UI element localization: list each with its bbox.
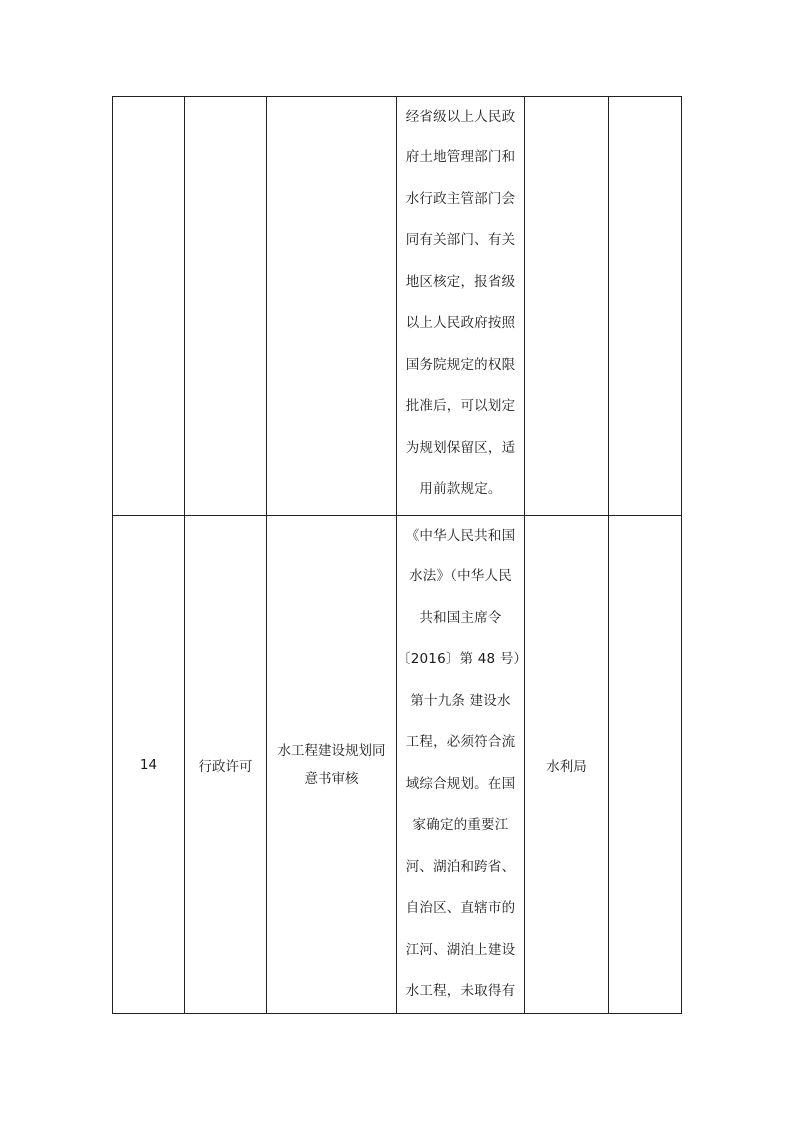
department-name: 水利局 [546, 758, 587, 775]
item-category: 行政许可 [198, 758, 253, 775]
remarks-cell [609, 97, 682, 516]
basis-line: 以上人民政府按照 [405, 315, 516, 331]
basis-line: 同有关部门、有关 [405, 232, 516, 248]
remarks-cell [609, 516, 682, 1014]
item-name-line: 水工程建设规划同 [277, 742, 386, 759]
basis-line: 批准后，可以划定 [405, 398, 516, 414]
basis-line: 工程，必须符合流 [405, 734, 516, 750]
basis-line: 河、湖泊和跨省、 [405, 858, 516, 875]
basis-line: 家确定的重要江 [412, 817, 509, 833]
basis-line: 为规划保留区，适 [405, 439, 516, 456]
basis-line: 共和国主席令 [419, 609, 502, 626]
number-cell [113, 516, 185, 1014]
item-name-cell [267, 97, 397, 516]
basis-line: 府土地管理部门和 [405, 149, 516, 165]
category-cell [185, 516, 267, 1014]
basis-line: 自治区、直辖市的 [405, 900, 516, 916]
table-row [113, 97, 682, 516]
basis-line: 国务院规定的权限 [405, 356, 516, 373]
item-name-line: 意书审核 [304, 770, 359, 787]
item-name-cell [267, 516, 397, 1014]
basis-line: 《中华人民共和国 [405, 528, 516, 544]
basis-line: 域综合规划。在国 [405, 775, 516, 792]
legal-basis-cell [397, 97, 525, 516]
table-row [113, 516, 682, 1014]
category-cell [185, 97, 267, 516]
basis-line: 江河、湖泊上建设 [405, 941, 516, 958]
department-cell [525, 97, 609, 516]
basis-line: 第十九条 建设水 [410, 692, 511, 709]
basis-line: 地区核定，报省级 [405, 273, 516, 290]
basis-line: 用前款规定。 [419, 481, 502, 497]
basis-line: 经省级以上人民政 [405, 109, 516, 125]
number-cell [113, 97, 185, 516]
item-number: 14 [139, 756, 158, 773]
basis-line: 水行政主管部门会 [405, 190, 516, 207]
basis-line: 水工程，未取得有 [405, 983, 516, 999]
permission-table [112, 96, 682, 1014]
basis-line: 〔2016〕第 48 号） [397, 651, 528, 667]
basis-line: 水法》（中华人民 [409, 568, 512, 584]
legal-basis-cell [397, 516, 528, 1014]
department-cell [525, 516, 609, 1014]
